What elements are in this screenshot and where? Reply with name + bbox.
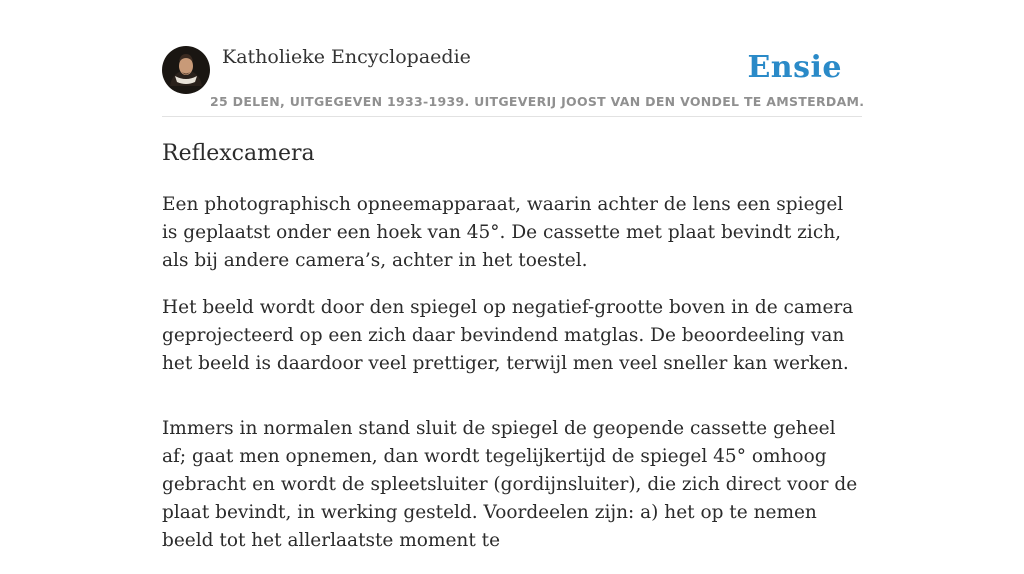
article-paragraph: Een photographisch opneemapparaat, waarin achter de lens een spiegel is geplaatst onder een hoek van 45°. De cassette met plaat bevindt zich, als bij andere camera’s, achter in het toestel. (162, 194, 844, 271)
header (162, 44, 865, 117)
article-title: Reflexcamera (162, 141, 315, 166)
book-title[interactable]: Katholieke Encyclopaedie (222, 46, 471, 68)
article (162, 138, 862, 574)
portrait-avatar-graphic (162, 46, 210, 94)
portrait-avatar-icon[interactable] (162, 46, 210, 94)
article-paragraph: Het beeld wordt door den spiegel op negatief-grootte boven in de camera geprojecteerd op een zich daar bevindend matglas. De beoordeeling van het beeld is daardoor veel prettiger, terwijl men veel sneller kan werken. (162, 297, 854, 374)
brand-logo[interactable]: Ensie (747, 50, 842, 85)
article-paragraph: Immers in normalen stand sluit de spiegel de geopende cassette geheel af; gaat men opnemen, dan wordt tegelijkertijd de spiegel 45° omhoog gebracht en wordt de spleetsluiter (gordijnsluiter), die zich direct voor de plaat bevindt, in werking gesteld. Voordeelen zijn: a) het op te nemen beeld tot het allerlaatste moment te (162, 418, 858, 551)
book-subtitle: 25 DELEN, UITGEGEVEN 1933-1939. UITGEVERIJ JOOST VAN DEN VONDEL TE AMSTERDAM. (210, 94, 865, 109)
